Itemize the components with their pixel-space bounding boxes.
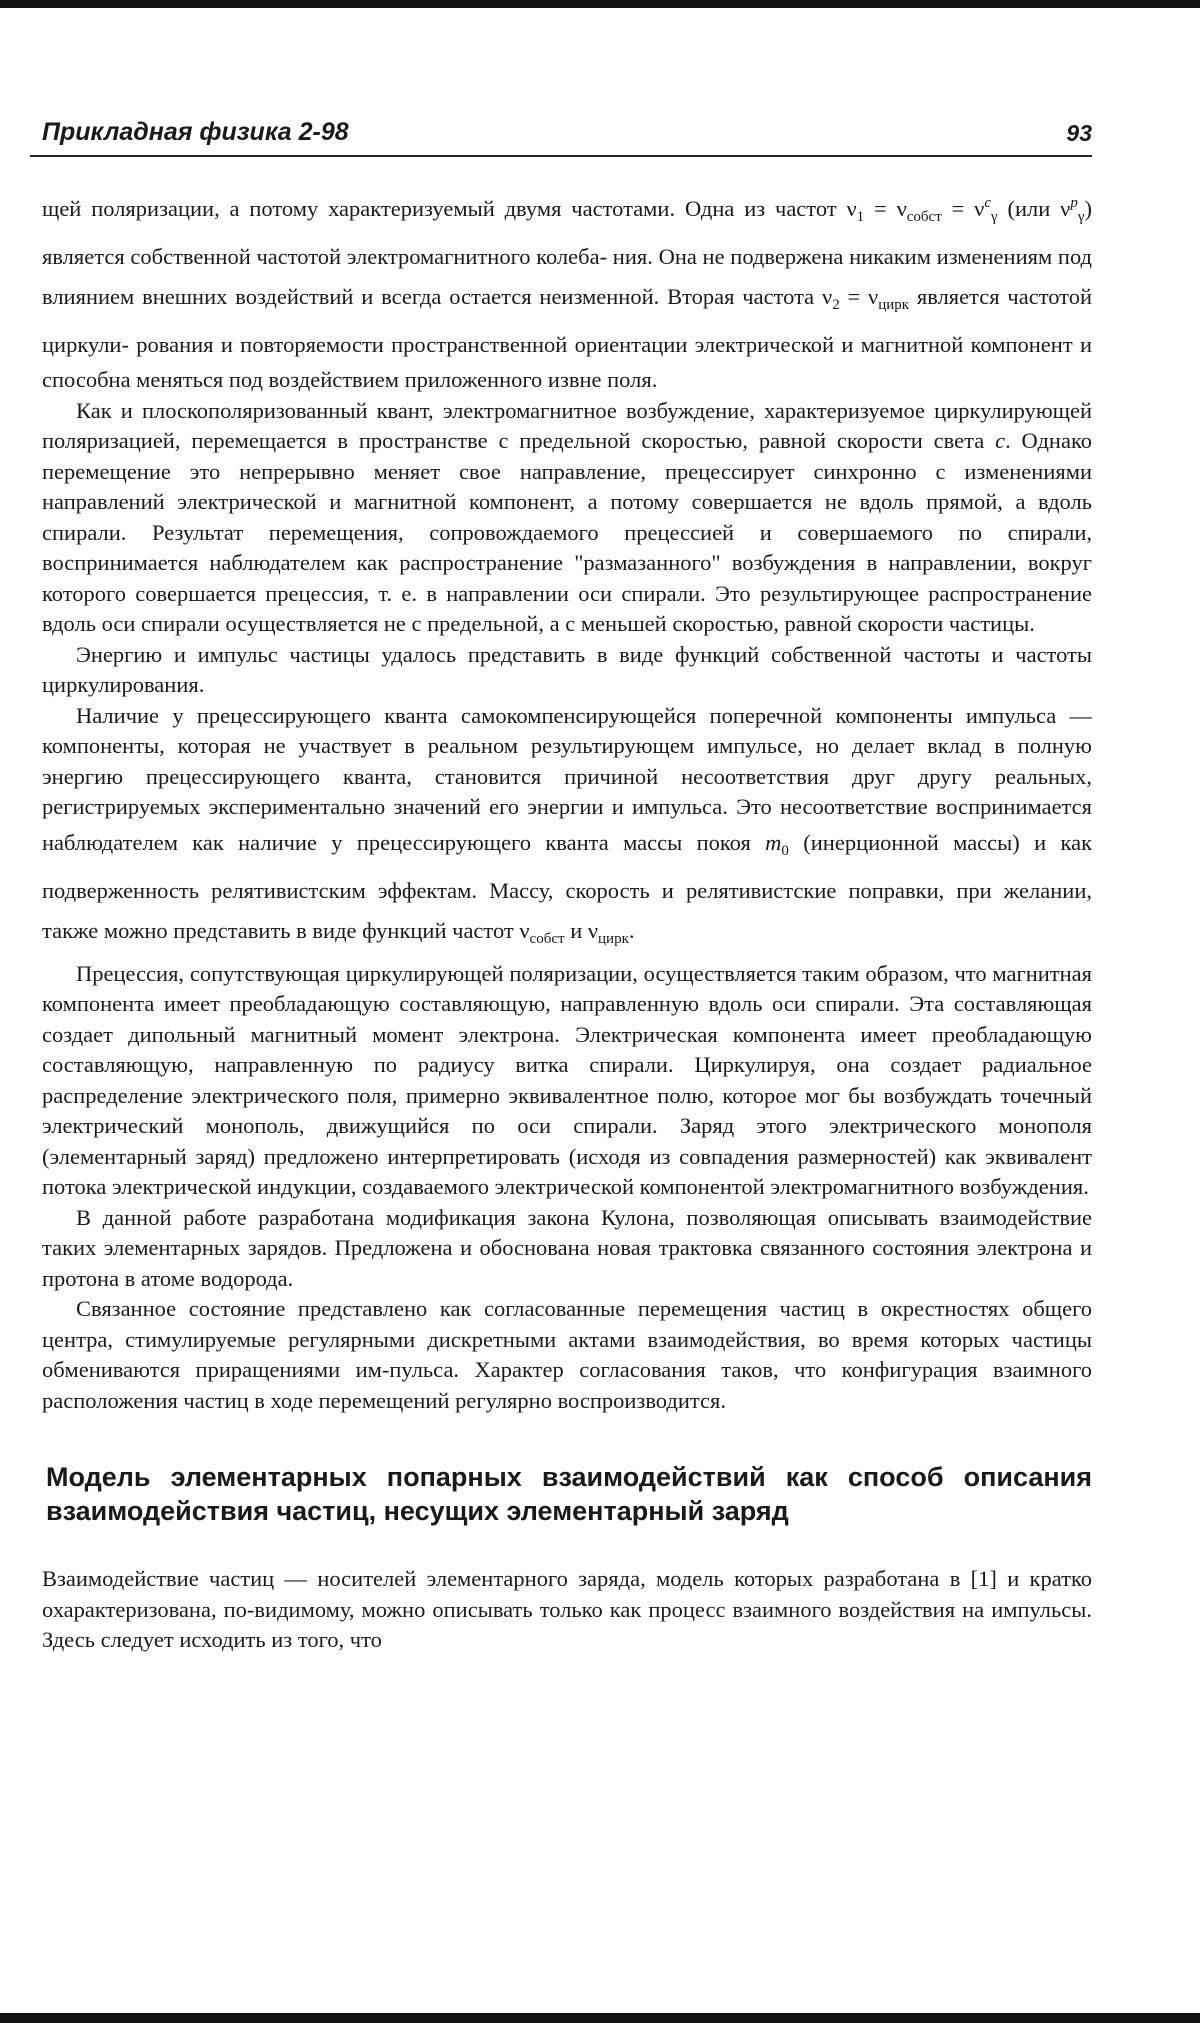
subscript: 2 bbox=[832, 297, 840, 313]
eq-part: = ν bbox=[839, 284, 879, 309]
p4-text: Наличие у прецессирующего кванта самокомпенсирующейся поперечной компоненты импульса — компоненты, которая не участвует в реальном результирующем импульсе, но делает вклад в полную энергию прецессирующего кванта, становится причиной несоответствия друг другу реальных, регистрируемых экспериментально значений его энергии и импульса. Это несоответствие воспринимается наблюдателем как наличие у bbox=[42, 702, 1092, 855]
eq-part: = ν bbox=[864, 196, 907, 221]
running-head bbox=[30, 118, 1092, 157]
eq-part: всегда остается неизменной. Вторая частота ν bbox=[381, 284, 833, 309]
body-text bbox=[30, 183, 1092, 1656]
superscript: c bbox=[984, 195, 992, 211]
p1-line-d: рования и повторяемости пространственной ориентации электрической и магнитной компонент и способна меняться под воздействием приложенного извне поля. bbox=[42, 332, 1092, 392]
p1-line-b: ния. Она не подвержена никаким изменениям под влиянием внешних воздействий и bbox=[42, 244, 1093, 309]
section-paragraph-1: Взаимодействие частиц — носителей элементарного заряда, модель которых разработана в [1] и кратко охарактеризована, по-видимому, можно описывать только как процесс взаимного воздействия на импульсы. Здесь следует исходить из того, что bbox=[42, 1566, 1092, 1652]
paragraph-3: Энергию и импульс частицы удалось представить в виде функций собственной частоты и частоты циркулирования. bbox=[42, 641, 1092, 697]
eq-part: (или ν bbox=[997, 196, 1071, 221]
p1-line-a: щей поляризации, а потому характеризуемый двумя частотами. Одна из частот bbox=[42, 196, 837, 221]
p4-text: прецессирующего кванта массы покоя bbox=[356, 829, 766, 855]
document-page bbox=[30, 118, 1092, 1656]
subscript: цирк bbox=[878, 297, 910, 313]
p4-text: также можно представить в виде функций частот ν bbox=[42, 917, 530, 943]
subscript: 0 bbox=[781, 842, 789, 859]
subscript: 1 bbox=[856, 209, 865, 225]
paragraph-1 bbox=[42, 183, 1092, 396]
eq-part: = ν bbox=[941, 196, 985, 221]
p2-text: Как и плоскополяризованный квант, электромагнитное возбуждение, характеризуемое циркулирующей поляризацией, перемещается в пространстве с предельной скоростью, равной скорости света bbox=[42, 397, 1092, 453]
journal-title: Прикладная физика 2-98 bbox=[42, 118, 349, 146]
p2-text: . Однако перемещение это непрерывно меняет свое направление, прецессирует синхронно с изменениями направлений электрической и магнитной компонент, а потому совершается не вдоль прямой, а вдоль спирали. Результат перемещения, сопровождаемого прецессией и совершаемого по спирали, воспринимается наблюдателем как распространение "размазанного" возбуждения в направлении, вокруг которого совершается прецессия, т. е. в направлении оси спирали. Это результирующее распространение вдоль оси спирали осуществляется не с предельной, а с меньшей скоростью, равной скорости частицы. bbox=[42, 428, 1092, 636]
speed-of-light-symbol: c bbox=[995, 428, 1006, 453]
subscript: γ bbox=[991, 209, 998, 225]
p4-text: . bbox=[628, 917, 635, 943]
eq-part: ) является собственной частотой электромагнитного колеба- bbox=[42, 196, 1092, 269]
mass-symbol: m bbox=[765, 829, 782, 855]
p4-text: и ν bbox=[564, 917, 599, 943]
subscript: собст bbox=[529, 930, 565, 947]
p4-frequency-line bbox=[42, 917, 635, 947]
subscript: собст bbox=[906, 209, 942, 225]
subscript: цирк bbox=[598, 930, 629, 947]
scan-bottom-edge bbox=[0, 2013, 1200, 2023]
nu-symbol: ν bbox=[846, 196, 857, 221]
section-heading: Модель элементарных попарных взаимодействий как способ описания взаимодействия частиц, несущих элементарный заряд bbox=[46, 1462, 1092, 1526]
page-number: 93 bbox=[1066, 120, 1092, 146]
paragraph-7: Связанное состояние представлено как согласованные перемещения частиц в окрестностях общего центра, стимулируемые регулярными дискретными актами взаимодействия, во время которых частицы обмениваются приращениями им-пульса. Характер согласования таков, что конфигурация взаимного расположения частиц в ходе перемещений регулярно воспроизводится. bbox=[42, 1296, 1092, 1413]
superscript: p bbox=[1070, 195, 1078, 211]
p4-text: релятивистским эффектам. Массу, скорость и релятивистские поправки, при желании, bbox=[211, 877, 1092, 903]
paragraph-6: В данной работе разработана модификация закона Кулона, позволяющая описывать взаимодействие таких элементарных зарядов. Предложена и обоснована новая трактовка связанного состояния электрона и протона в атоме водорода. bbox=[42, 1204, 1092, 1291]
subscript: γ bbox=[1077, 209, 1085, 225]
p4-text: (инерционной массы) и как подверженность bbox=[42, 829, 1092, 903]
paragraph-5: Прецессия, сопутствующая циркулирующей поляризации, осуществляется таким образом, что магнитная компонента имеет преобладающую составляющую, направленную вдоль оси спирали. Эта составляющая создает дипольный магнитный момент электрона. Электрическая компонента имеет преобладающую составляющую, направленную по радиусу витка спирали. Циркулируя, она создает радиальное распределение электрического поля, примерно эквивалентное полю, которое мог бы возбуждать точечный электрический монополь, движущийся по оси спирали. Заряд этого электрического монополя (элементарный заряд) предложено интерпретировать (исходя из совпадения размерностей) как эквивалент потока электрической индукции, создаваемого электрической компонентой электромагнитного возбуждения. bbox=[42, 960, 1092, 1199]
eq-part: является частотой циркули- bbox=[42, 284, 1093, 357]
paragraph-2 bbox=[42, 396, 1092, 640]
paragraph-4 bbox=[42, 701, 1092, 959]
scan-top-edge bbox=[0, 0, 1200, 8]
